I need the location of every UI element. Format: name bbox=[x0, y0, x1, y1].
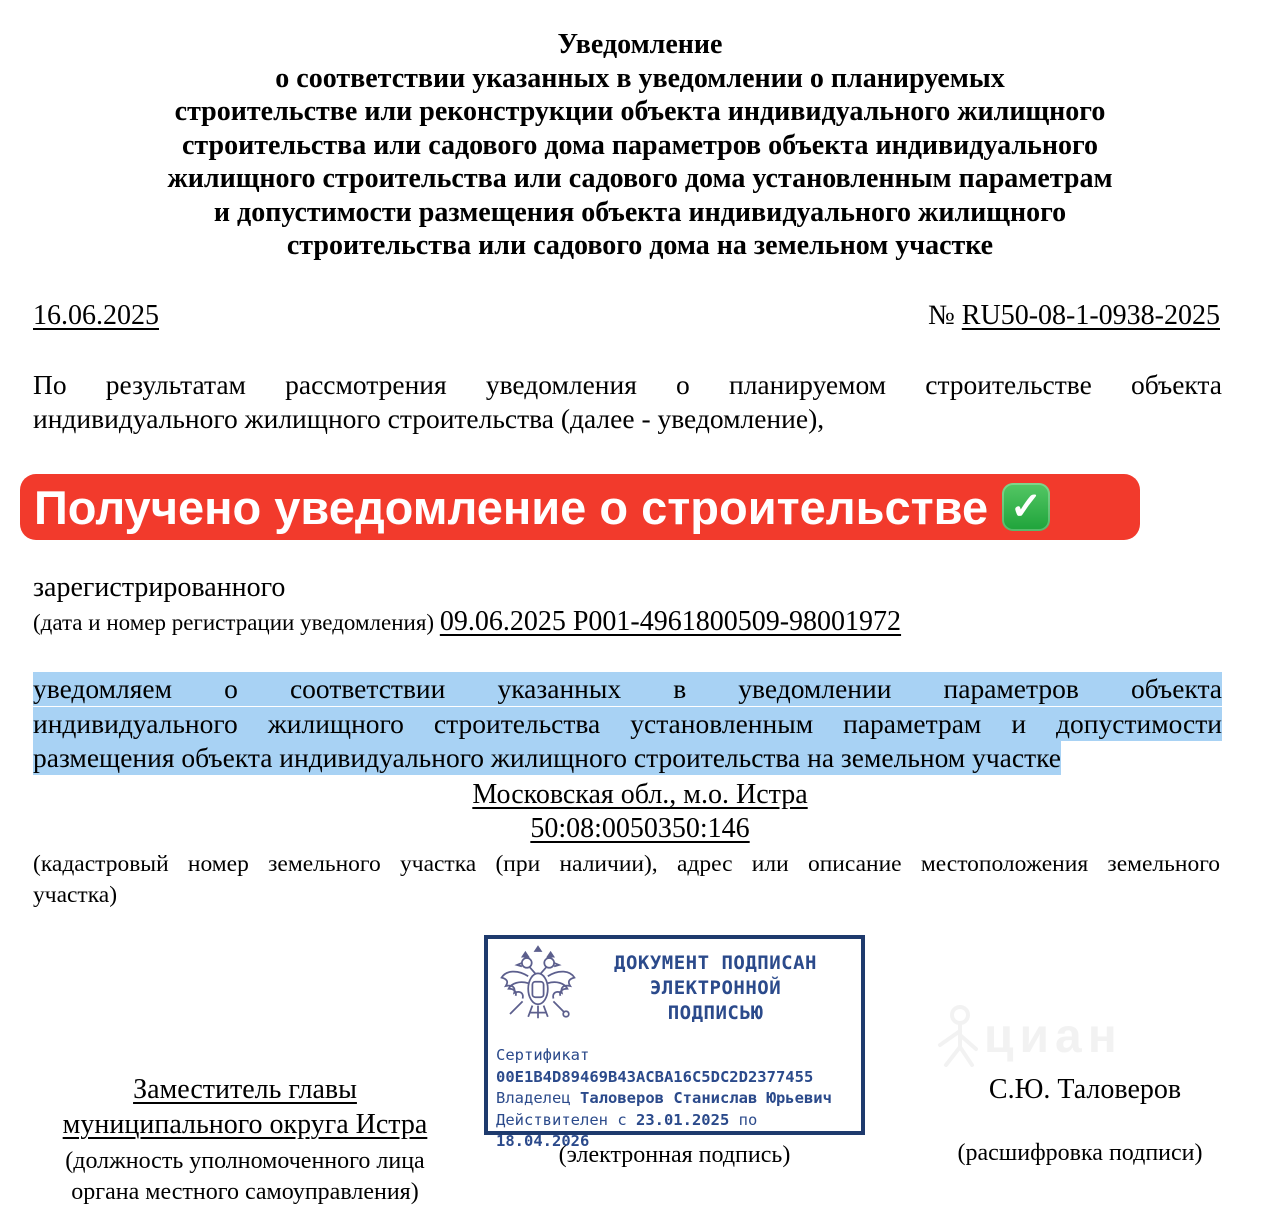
esign-stamp bbox=[484, 935, 865, 1150]
title-line: и допустимости размещения объекта индивидуального жилищного bbox=[213, 196, 1067, 228]
document-title bbox=[0, 28, 1280, 263]
stamp-header-line: ПОДПИСЬЮ bbox=[667, 1002, 764, 1024]
registered-label: зарегистрированного bbox=[33, 572, 286, 603]
signatory-name-caption: (расшифровка подписи) bbox=[957, 1140, 1203, 1166]
document-number-wrap bbox=[928, 300, 1220, 332]
esign-caption: (электронная подпись) bbox=[558, 1142, 791, 1168]
intro-paragraph bbox=[33, 368, 1222, 436]
number-sign: № bbox=[928, 300, 955, 331]
position-line: Заместитель главы bbox=[133, 1074, 357, 1105]
intro-line: По результатам рассмотрения уведомления о планируемом строительстве объекта bbox=[33, 369, 1222, 400]
title-line: строительстве или реконструкции объекта индивидуального жилищного bbox=[174, 96, 1106, 127]
registration-line bbox=[33, 606, 901, 638]
cadastral-caption-line: (кадастровый номер земельного участка (при наличии), адрес или описание местоположения земельного bbox=[33, 851, 1220, 877]
document-date: 16.06.2025 bbox=[33, 300, 159, 331]
position-caption: (должность уполномоченного лица органа местного самоуправления) bbox=[65, 1148, 425, 1205]
certificate-number: 00E1B4D89469B43ACBA16C5DC2D2377455 bbox=[496, 1067, 814, 1086]
title-line: жилищного строительства или садового дома установленным параметрам bbox=[167, 163, 1113, 194]
highlight-line: уведомляем о соответствии указанных в уведомлении параметров объекта bbox=[33, 673, 1222, 704]
stamp-body bbox=[496, 1045, 851, 1153]
title-line: о соответствии указанных в уведомлении о планируемых bbox=[275, 62, 1005, 94]
location-line bbox=[0, 779, 1280, 811]
intro-line: индивидуального жилищного строительства (далее - уведомление), bbox=[33, 403, 825, 434]
certificate-label: Сертификат bbox=[496, 1046, 590, 1064]
watermark bbox=[930, 1005, 1123, 1067]
stamp-header bbox=[580, 945, 851, 1026]
signatory-position-block bbox=[30, 1072, 460, 1208]
owner-name: Таловеров Станислав Юрьевич bbox=[580, 1089, 832, 1107]
registration-caption: (дата и номер регистрации уведомления) bbox=[33, 610, 435, 635]
status-banner bbox=[20, 474, 1140, 540]
document-number: RU50-08-1-0938-2025 bbox=[961, 300, 1220, 331]
title-line: Уведомление bbox=[557, 29, 723, 60]
cadastral-caption-line: участка) bbox=[33, 882, 118, 908]
watermark-figure-icon bbox=[930, 1005, 984, 1067]
owner-line: Владелец Таловеров Станислав Юрьевич bbox=[496, 1089, 832, 1107]
banner-text: Получено уведомление о строительстве bbox=[34, 480, 989, 534]
cadastral-line bbox=[0, 813, 1280, 845]
cadastral-caption bbox=[33, 849, 1220, 911]
location-value: Московская обл., м.о. Истра bbox=[472, 779, 808, 810]
stamp-header-line: ЭЛЕКТРОННОЙ bbox=[649, 977, 782, 999]
registration-value: 09.06.2025 Р001-4961800509-98001972 bbox=[439, 606, 902, 637]
highlighted-paragraph bbox=[33, 672, 1222, 776]
coat-of-arms-eagle-icon bbox=[496, 945, 580, 1041]
title-line: строительства или садового дома на земельном участке bbox=[286, 230, 994, 261]
highlight-line: индивидуального жилищного строительства установленным параметрам и допустимости bbox=[33, 707, 1222, 739]
stamp-header-line: ДОКУМЕНТ ПОДПИСАН bbox=[614, 952, 817, 974]
cadastral-number: 50:08:0050350:146 bbox=[530, 813, 750, 844]
date-number-row bbox=[33, 300, 1220, 332]
position-line: муниципального округа Истра bbox=[62, 1109, 428, 1140]
valid-from-date: 23.01.2025 bbox=[635, 1110, 730, 1129]
valid-to-date: 18.04.2026 bbox=[496, 1132, 590, 1150]
watermark-text: циан bbox=[984, 1009, 1123, 1063]
signatory-name: С.Ю. Таловеров bbox=[988, 1074, 1182, 1105]
title-line: строительства или садового дома параметров объекта индивидуального bbox=[181, 129, 1098, 161]
highlight-line: размещения объекта индивидуального жилищного строительства на земельном участке bbox=[33, 742, 1061, 773]
validity-line: Действителен с 23.01.2025 по bbox=[496, 1110, 758, 1129]
check-mark-icon: ✓ bbox=[1002, 483, 1050, 531]
